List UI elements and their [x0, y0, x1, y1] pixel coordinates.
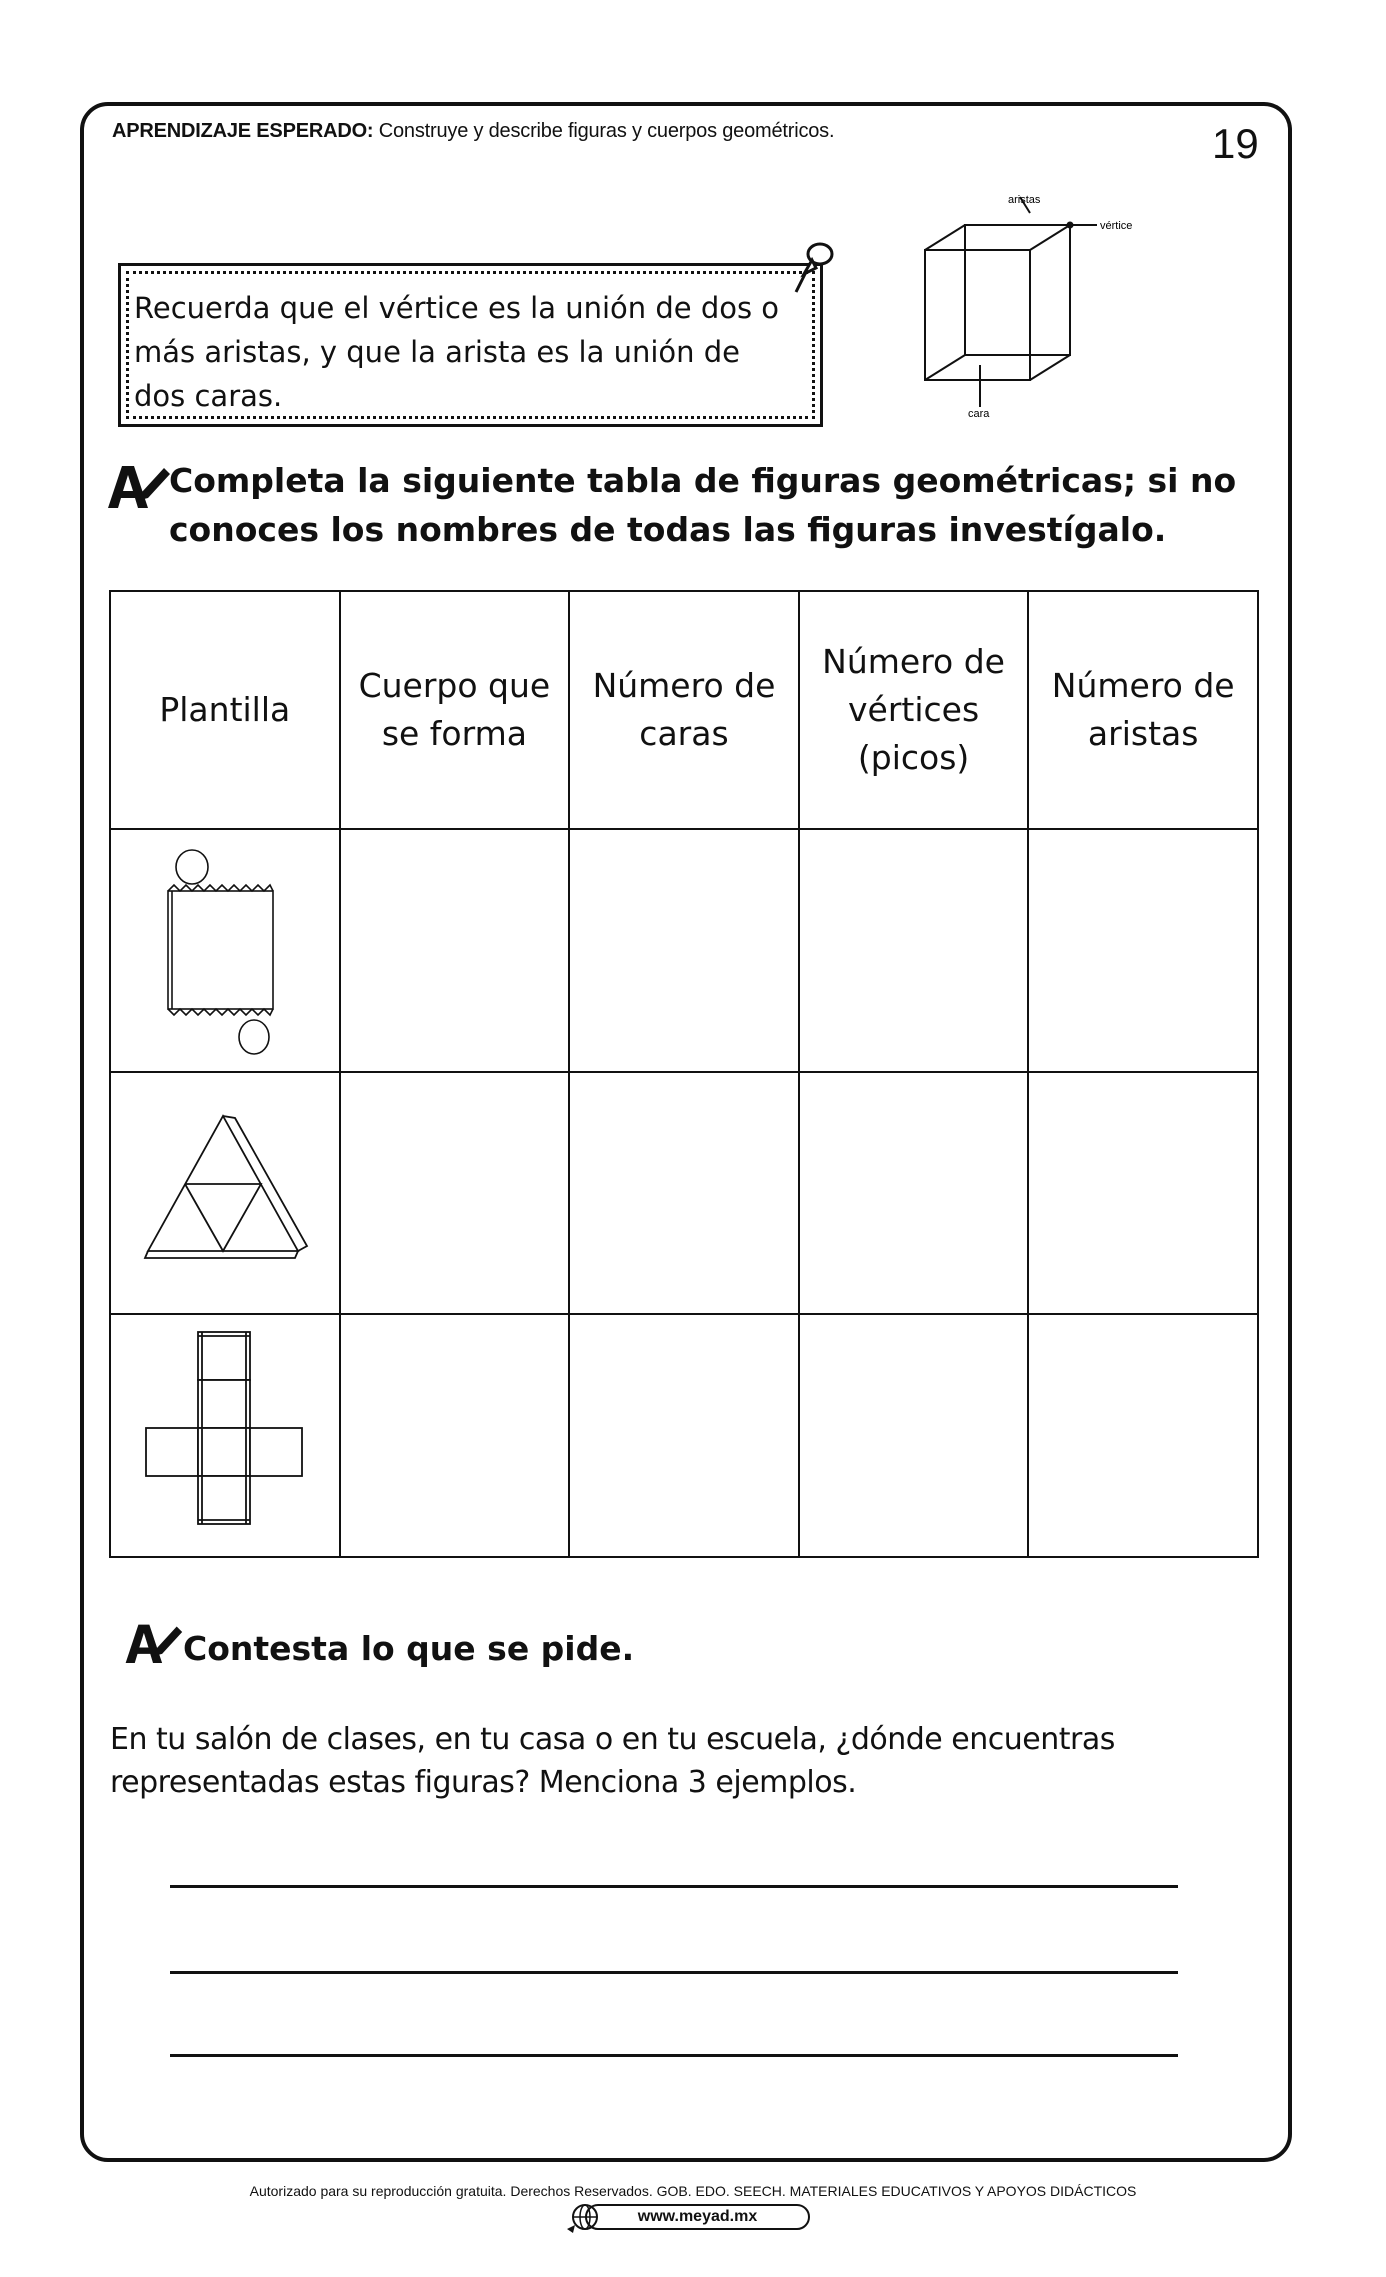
answer-cell[interactable] [340, 1072, 570, 1315]
table-row [110, 1314, 1258, 1557]
answer-cell[interactable] [569, 829, 799, 1072]
writing-a-icon [122, 1618, 184, 1666]
header-faces: Número de caras [569, 591, 799, 829]
table-row [110, 829, 1258, 1072]
tetrahedron-net-icon [135, 1106, 315, 1276]
geometry-table [109, 590, 1259, 1558]
learning-objective [112, 120, 834, 143]
header-edges: Número de aristas [1028, 591, 1258, 829]
answer-cell[interactable] [1028, 829, 1258, 1072]
header-template: Plantilla [110, 591, 340, 829]
header-vertices: Número de vértices (picos) [799, 591, 1029, 829]
answer-cell[interactable] [1028, 1314, 1258, 1557]
table-header-row [110, 591, 1258, 829]
answer-line-1[interactable] [170, 1885, 1178, 1888]
template-cell [110, 1072, 340, 1315]
answer-cell[interactable] [799, 1314, 1029, 1557]
instruction-table: Completa la siguiente tabla de figuras geométricas; si no conoces los nombres de todas las figuras investígalo. [169, 461, 1237, 549]
question-text: En tu salón de clases, en tu casa o en tu escuela, ¿dónde encuentras representadas estas figuras? Menciona 3 ejemplos. [110, 1722, 1115, 1800]
template-cell [110, 1314, 340, 1557]
reminder-text: Recuerda que el vértice es la unión de dos o más aristas, y que la arista es la unión de dos caras. [134, 291, 780, 413]
footer-rights: Autorizado para su reproducción gratuita. Derechos Reservados. GOB. EDO. SEECH. MATERIALES EDUCATIVOS Y APOYOS DIDÁCTICOS [249, 2183, 1137, 2199]
answer-cell[interactable] [569, 1314, 799, 1557]
answer-cell[interactable] [1028, 1072, 1258, 1315]
page-number: 19 [1212, 120, 1259, 167]
answer-cell[interactable] [340, 829, 570, 1072]
header-solid: Cuerpo que se forma [340, 591, 570, 829]
learning-objective-label: APRENDIZAJE ESPERADO: [112, 120, 374, 142]
website-link[interactable]: www.meyad.mx [585, 2204, 810, 2230]
vertex-marker [1067, 222, 1074, 229]
answer-line-2[interactable] [170, 1971, 1178, 1974]
vertex-label: vértice [1100, 220, 1133, 232]
answer-cell[interactable] [799, 1072, 1029, 1315]
cylinder-net-icon [150, 839, 300, 1059]
answer-cell[interactable] [340, 1314, 570, 1557]
pushpin-icon [790, 238, 838, 298]
template-cell [110, 829, 340, 1072]
table-row [110, 1072, 1258, 1315]
answer-line-3[interactable] [170, 2054, 1178, 2057]
cube-diagram [905, 185, 1145, 425]
face-label: cara [968, 408, 990, 420]
edges-label: aristas [1008, 194, 1041, 206]
answer-cell[interactable] [799, 829, 1029, 1072]
instruction-answer: Contesta lo que se pide. [183, 1629, 635, 1668]
writing-a-icon [104, 460, 172, 510]
cube-net-icon [140, 1324, 310, 1544]
answer-cell[interactable] [569, 1072, 799, 1315]
learning-objective-text: Construye y describe figuras y cuerpos geométricos. [378, 120, 835, 142]
